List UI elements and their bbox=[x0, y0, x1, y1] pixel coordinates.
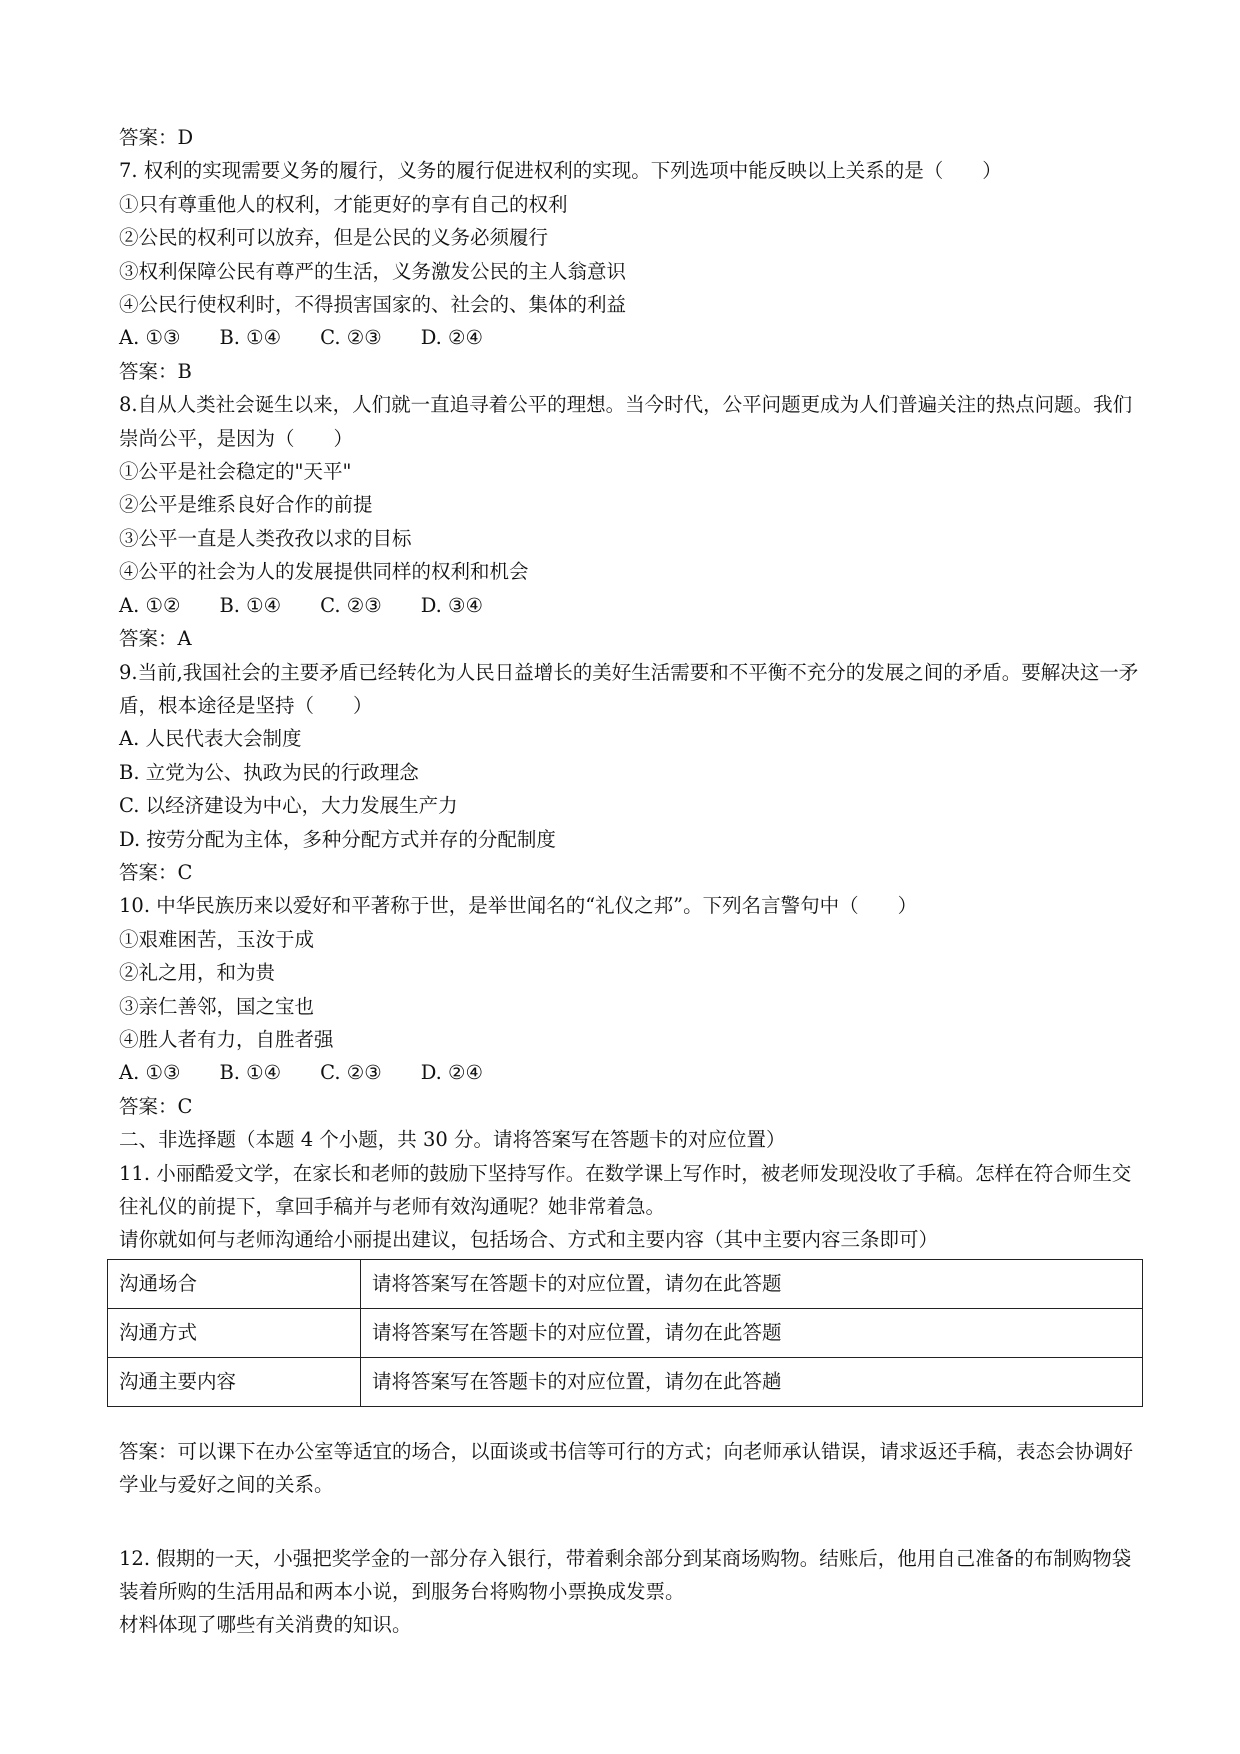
table-cell-label: 沟通主要内容 bbox=[108, 1357, 361, 1406]
q7-item-2: ②公民的权利可以放弃，但是公民的义务必须履行 bbox=[119, 226, 549, 250]
q8-stem: 8.自从人类社会诞生以来，人们就一直追寻着公平的理想。当今时代，公平问题更成为人们普遍关注的热点问题。我们崇尚公平，是因为（ ） bbox=[119, 393, 1133, 450]
q9-option-b: B. 立党为公、执政为民的行政理念 bbox=[119, 760, 419, 784]
q10-stem: 10. 中华民族历来以爱好和平著称于世，是举世闻名的“礼仪之邦”。下列名言警句中（ ） bbox=[119, 894, 918, 918]
table-cell-value: 请将答案写在答题卡的对应位置，请勿在此答题 bbox=[361, 1259, 1143, 1308]
q11-answer: 答案：可以课下在办公室等适宜的场合，以面谈或书信等可行的方式；向老师承认错误，请求返还手稿，表态会协调好学业与爱好之间的关系。 bbox=[119, 1439, 1134, 1497]
q11-prompt: 请你就如何与老师沟通给小丽提出建议，包括场合、方式和主要内容（其中主要内容三条即可） bbox=[119, 1228, 939, 1252]
q8-answer: 答案：A bbox=[119, 627, 192, 651]
q9-option-c: C. 以经济建设为中心，大力发展生产力 bbox=[119, 794, 458, 818]
section-heading: 二、非选择题（本题 4 个小题，共 30 分。请将答案写在答题卡的对应位置） bbox=[119, 1128, 786, 1152]
q12-prompt: 材料体现了哪些有关消费的知识。 bbox=[119, 1613, 412, 1637]
q7-answer: 答案：B bbox=[119, 359, 192, 383]
q7-options: A. ①③ B. ①④ C. ②③ D. ②④ bbox=[119, 326, 484, 350]
q9-option-a: A. 人民代表大会制度 bbox=[119, 727, 302, 751]
table-row bbox=[108, 1259, 1143, 1308]
q7-item-4: ④公民行使权利时，不得损害国家的、社会的、集体的利益 bbox=[119, 293, 627, 317]
q7-item-3: ③权利保障公民有尊严的生活，义务激发公民的主人翁意识 bbox=[119, 259, 627, 283]
table-row bbox=[108, 1308, 1143, 1357]
q11-stem: 11. 小丽酷爱文学，在家长和老师的鼓励下坚持写作。在数学课上写作时，被老师发现没收了手稿。怎样在符合师生交往礼仪的前提下，拿回手稿并与老师有效沟通呢？她非常着急。 bbox=[119, 1161, 1132, 1218]
q9-answer: 答案：C bbox=[119, 860, 193, 884]
q8-item-2: ②公平是维系良好合作的前提 bbox=[119, 493, 373, 517]
q8-item-4: ④公平的社会为人的发展提供同样的权利和机会 bbox=[119, 560, 529, 584]
communication-table bbox=[107, 1259, 1143, 1407]
q9-stem: 9.当前,我国社会的主要矛盾已经转化为人民日益增长的美好生活需要和不平衡不充分的发展之间的矛盾。要解决这一矛盾，根本途径是坚持（ ） bbox=[119, 660, 1139, 717]
q10-item-1: ①艰难困苦，玉汝于成 bbox=[119, 927, 315, 951]
q8-options: A. ①② B. ①④ C. ②③ D. ③④ bbox=[119, 593, 484, 617]
q12-stem: 12. 假期的一天，小强把奖学金的一部分存入银行，带着剩余部分到某商场购物。结账后，他用自己准备的布制购物袋装着所购的生活用品和两本小说，到服务台将购物小票换成发票。 bbox=[119, 1546, 1132, 1604]
q10-item-2: ②礼之用，和为贵 bbox=[119, 961, 276, 985]
q10-item-3: ③亲仁善邻，国之宝也 bbox=[119, 994, 315, 1018]
q7-stem: 7. 权利的实现需要义务的履行，义务的履行促进权利的实现。下列选项中能反映以上关系的是（ ） bbox=[119, 159, 1002, 183]
q10-item-4: ④胜人者有力，自胜者强 bbox=[119, 1027, 334, 1051]
q10-answer: 答案：C bbox=[119, 1094, 193, 1118]
q7-item-1: ①只有尊重他人的权利，才能更好的享有自己的权利 bbox=[119, 192, 568, 216]
answer-q6: 答案：D bbox=[119, 126, 194, 149]
document-content bbox=[119, 121, 1139, 1642]
table-row bbox=[108, 1357, 1143, 1406]
table-cell-value: 请将答案写在答题卡的对应位置，请勿在此答题 bbox=[361, 1308, 1143, 1357]
q8-item-3: ③公平一直是人类孜孜以求的目标 bbox=[119, 526, 412, 550]
q8-item-1: ①公平是社会稳定的"天平" bbox=[119, 460, 352, 484]
table-cell-label: 沟通方式 bbox=[108, 1308, 361, 1357]
table-cell-label: 沟通场合 bbox=[108, 1259, 361, 1308]
q10-options: A. ①③ B. ①④ C. ②③ D. ②④ bbox=[119, 1061, 484, 1085]
table-cell-value: 请将答案写在答题卡的对应位置，请勿在此答趟 bbox=[361, 1357, 1143, 1406]
q9-option-d: D. 按劳分配为主体，多种分配方式并存的分配制度 bbox=[119, 827, 556, 851]
